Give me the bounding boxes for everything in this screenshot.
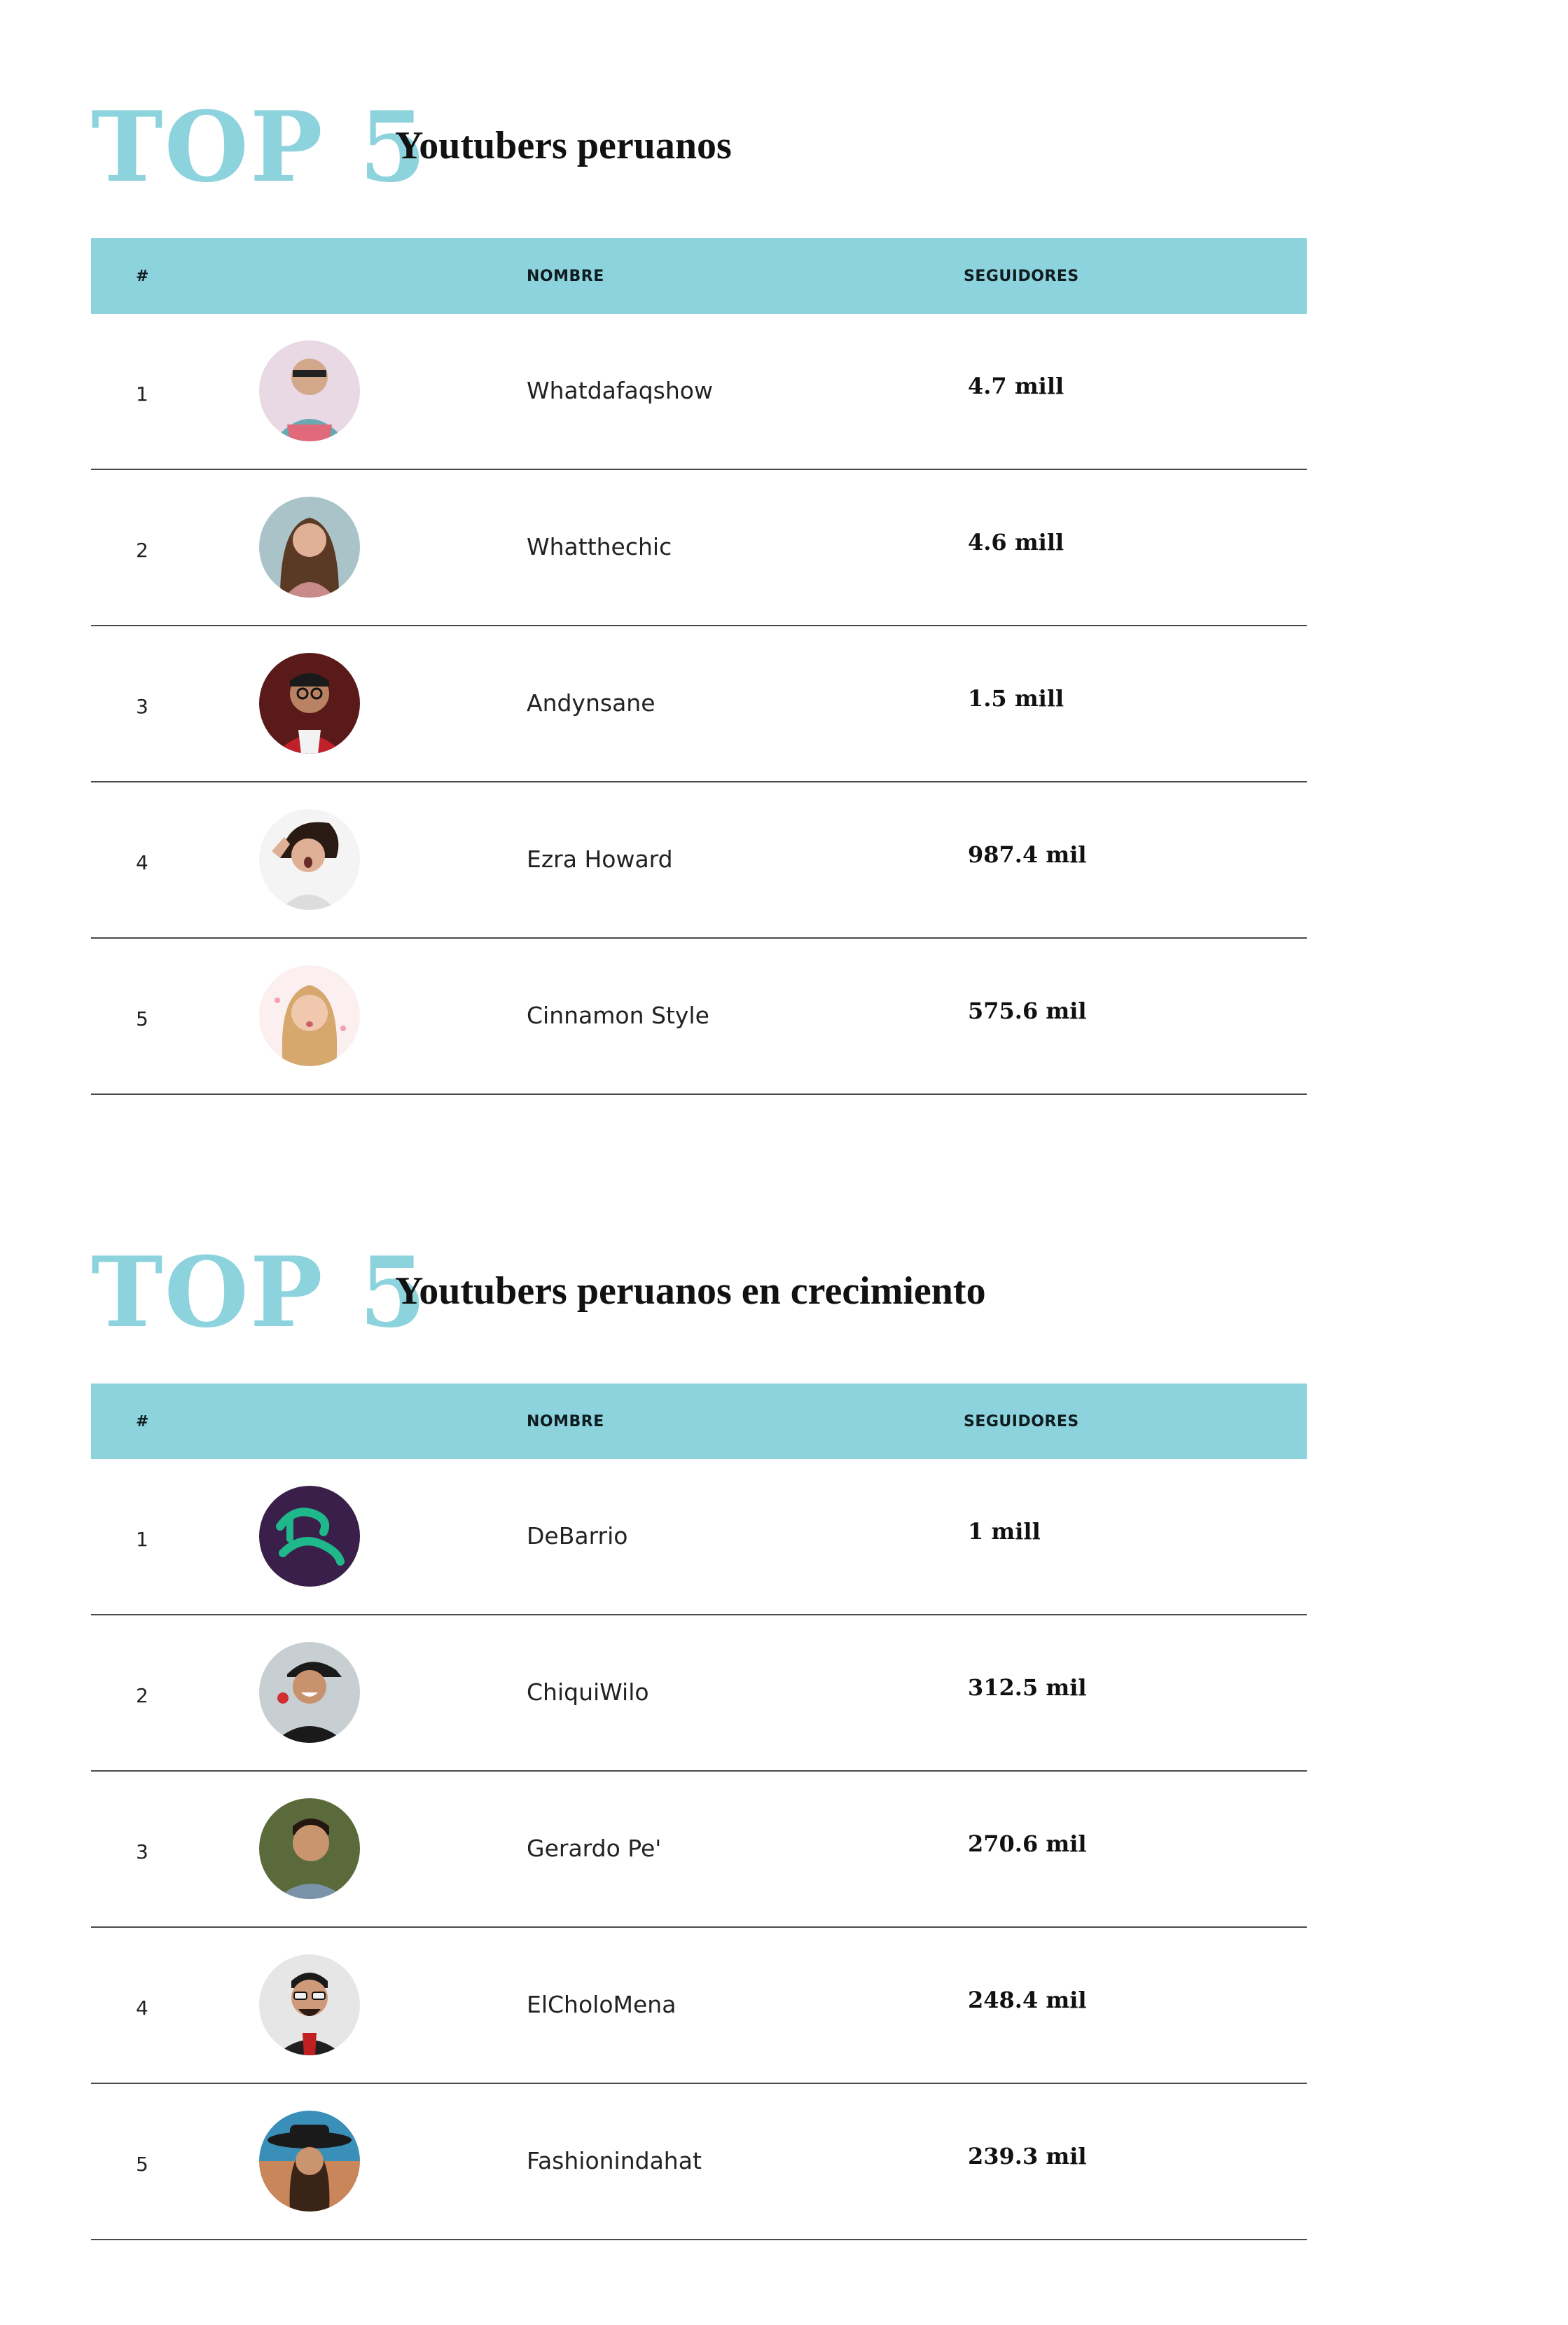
debarrio-logo-avatar	[259, 1486, 360, 1587]
youtuber-name: Fashionindahat	[527, 2147, 702, 2174]
follower-count: 987.4 mil	[968, 841, 1087, 868]
avatar	[259, 1642, 360, 1743]
table-row	[91, 2084, 1307, 2240]
youtuber-name: Cinnamon Style	[527, 1002, 709, 1029]
section-heading	[91, 91, 1307, 238]
rank-number: 2	[136, 539, 148, 562]
section-heading	[91, 1236, 1307, 1384]
youtuber-name: Gerardo Pe'	[527, 1835, 662, 1862]
header-followers: SEGUIDORES	[964, 268, 1079, 285]
header-name: NOMBRE	[527, 1413, 604, 1430]
table-row	[91, 939, 1307, 1095]
section-subtitle: Youtubers peruanos	[395, 124, 732, 167]
table-header	[91, 238, 1307, 314]
rank-number: 4	[136, 851, 148, 874]
ranking-table	[91, 1384, 1307, 2240]
youtuber-name: ChiquiWilo	[527, 1678, 649, 1706]
youtuber-name: Whatdafaqshow	[527, 377, 713, 404]
ranking-table	[91, 238, 1307, 1095]
section-title: TOP 5	[91, 90, 428, 204]
table-header	[91, 1384, 1307, 1459]
section-title: TOP 5	[91, 1235, 428, 1349]
table-row	[91, 314, 1307, 470]
header-name: NOMBRE	[527, 268, 604, 285]
follower-count: 4.6 mill	[968, 529, 1064, 556]
youtuber-name: Ezra Howard	[527, 846, 673, 873]
follower-count: 239.3 mil	[968, 2143, 1087, 2169]
table-row	[91, 1928, 1307, 2084]
youtuber-name: Whatthechic	[527, 533, 672, 560]
youtuber-name: DeBarrio	[527, 1522, 628, 1550]
table-row	[91, 1772, 1307, 1928]
rank-number: 3	[136, 695, 148, 718]
follower-count: 1.5 mill	[968, 685, 1064, 712]
top5-youtubers-section	[91, 90, 1307, 1030]
follower-count: 1 mill	[968, 1518, 1041, 1545]
header-rank: #	[136, 268, 149, 285]
youtuber-name: ElCholoMena	[527, 1991, 677, 2018]
header-rank: #	[136, 1413, 149, 1430]
table-row	[91, 782, 1307, 939]
header-followers: SEGUIDORES	[964, 1413, 1079, 1430]
avatar	[259, 1954, 360, 2055]
avatar	[259, 809, 360, 910]
rank-number: 1	[136, 1528, 148, 1551]
rank-number: 3	[136, 1840, 148, 1863]
rank-number: 5	[136, 2153, 148, 2176]
avatar	[259, 1798, 360, 1899]
top5-growing-youtubers-section	[91, 1235, 1307, 2176]
rank-number: 5	[136, 1007, 148, 1030]
follower-count: 248.4 mil	[968, 1987, 1087, 2013]
table-row	[91, 1615, 1307, 1772]
follower-count: 312.5 mil	[968, 1674, 1087, 1701]
follower-count: 4.7 mill	[968, 373, 1064, 399]
section-subtitle: Youtubers peruanos en crecimiento	[395, 1269, 986, 1313]
table-row	[91, 470, 1307, 626]
rank-number: 1	[136, 382, 148, 406]
rank-number: 4	[136, 1996, 148, 2020]
rank-number: 2	[136, 1684, 148, 1707]
avatar	[259, 340, 360, 441]
avatar	[259, 653, 360, 754]
follower-count: 270.6 mil	[968, 1830, 1087, 1857]
table-row	[91, 1459, 1307, 1615]
avatar	[259, 965, 360, 1066]
avatar	[259, 497, 360, 598]
youtuber-name: Andynsane	[527, 689, 655, 717]
follower-count: 575.6 mil	[968, 998, 1087, 1024]
avatar	[259, 2111, 360, 2212]
table-row	[91, 626, 1307, 782]
